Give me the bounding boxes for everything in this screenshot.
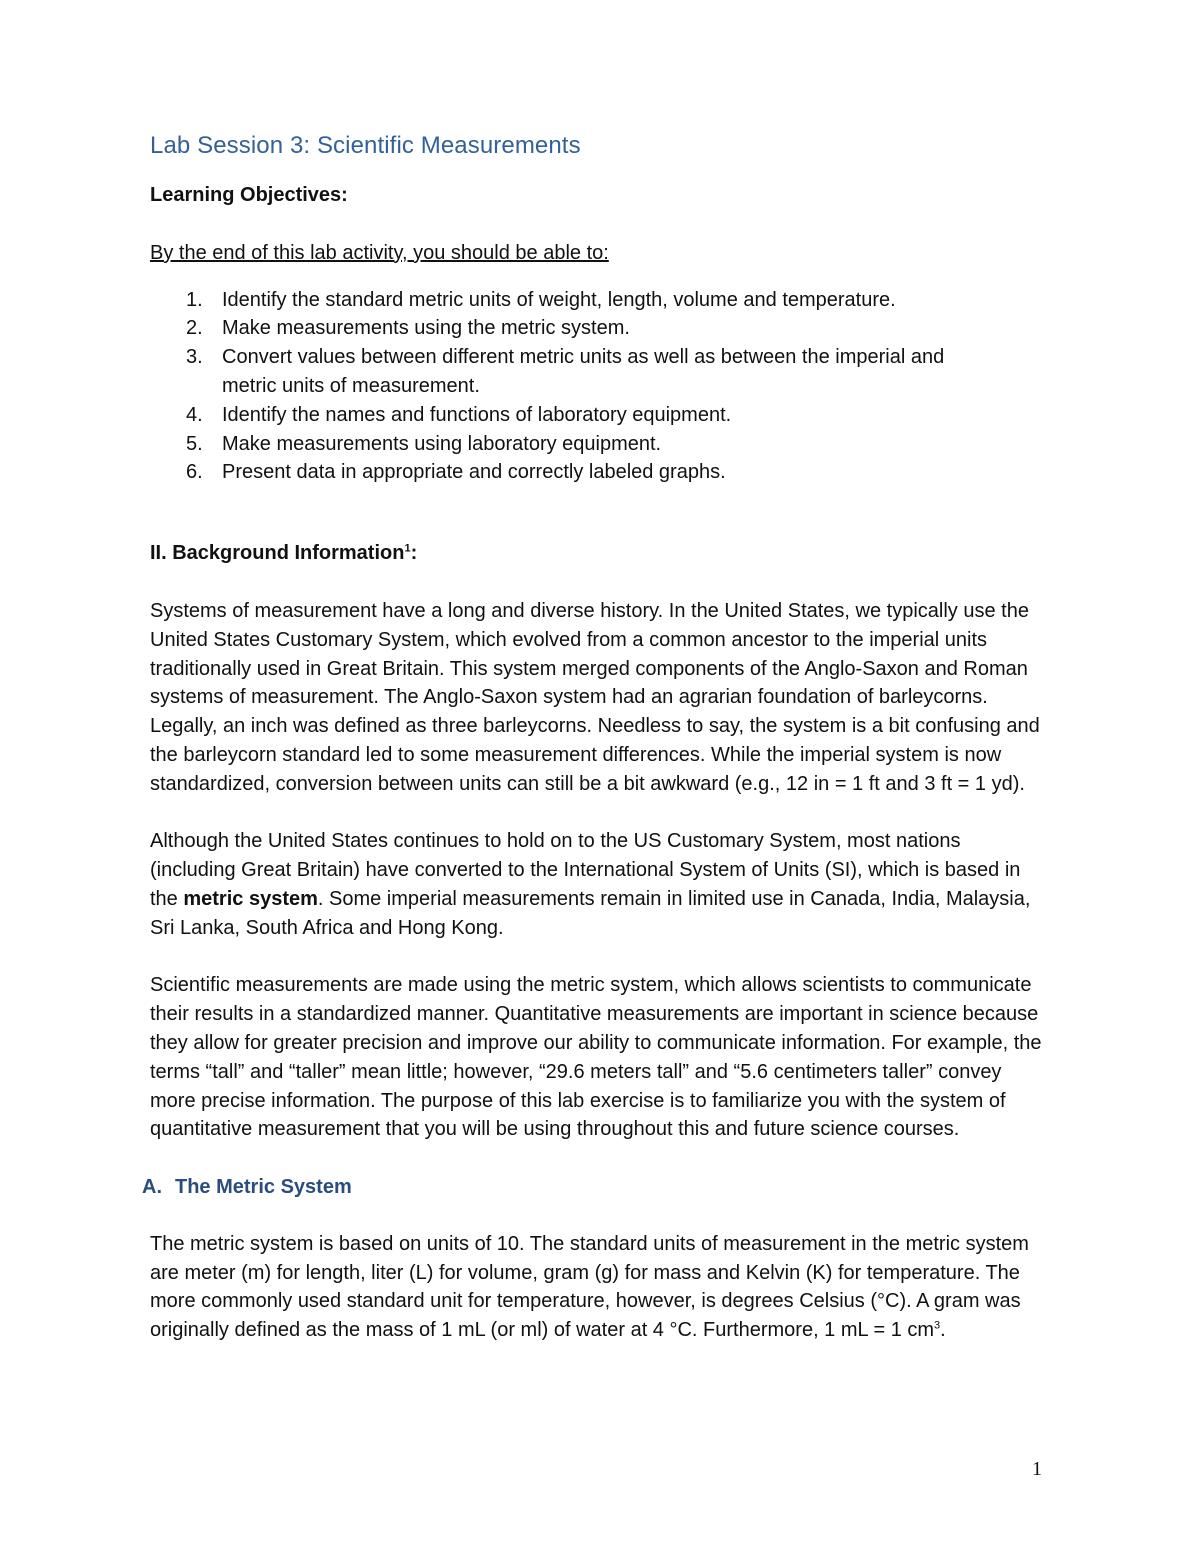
metric-system-paragraph: The metric system is based on units of 10. The standard units of measurement in the metric system are meter (m) for length, liter (L) for volume, gram (g) for mass and Kelvin (K) for temperature. The more commonly used standard unit for temperature, however, is degrees Celsius (°C). A gram was originally defined as the mass of 1 mL (or ml) of water at 4 °C. Furthermore, 1 mL = 1 $cm^3$. [150, 1232, 1029, 1342]
metric-system-term: metric system [183, 887, 318, 910]
background-paragraph-1: Systems of measurement have a long and diverse history. In the United States, we typically use the United States Customary System, which evolved from a common ancestor to the imperial units traditionally used in Great Britain. This system merged components of the Anglo-Saxon and Roman systems of measurement. The Anglo-Saxon system had an agrarian foundation of barleycorns. Legally, an inch was defined as three barleycorns. Needless to say, the system is a bit confusing and the barleycorn standard led to some measurement differences. While the imperial system is now standardized, conversion between units can still be a bit awkward (e.g., 12 in = 1 ft and 3 ft = 1 yd). [150, 599, 1040, 795]
document-page [142, 128, 1050, 1374]
list-item: 1. Identify the standard metric units of weight, length, volume and temperature. [186, 288, 896, 311]
objectives-intro: By the end of this lab activity, you should be able to: [150, 241, 609, 264]
list-item: 5. Make measurements using laboratory equipment. [186, 432, 662, 455]
footnote-marker: 1 [404, 542, 411, 555]
background-heading: II. Background Information$^1$: [150, 542, 418, 565]
page-number: 1 [1032, 1458, 1042, 1480]
learning-objectives-label: Learning Objectives: [150, 184, 348, 206]
section-heading-metric-system: A. The Metric System [142, 1175, 352, 1198]
list-item: 3. Convert values between different metric units as well as between the imperial and metric units of measurement. [186, 346, 945, 397]
list-item: 6. Present data in appropriate and correctly labeled graphs. [186, 461, 726, 484]
list-item: 2. Make measurements using the metric system. [186, 317, 630, 340]
objectives-list [150, 286, 1050, 488]
background-paragraph-3: Scientific measurements are made using the metric system, which allows scientists to communicate their results in a standardized manner. Quantitative measurements are important in science because they allow for greater precision and improve our ability to communicate information. For example, the terms “tall” and “taller” mean little; however, “29.6 meters tall” and “5.6 centimeters taller” convey more precise information. The purpose of this lab exercise is to familiarize you with the system of quantitative measurement that you will be using throughout this and future science courses. [150, 974, 1042, 1141]
background-paragraph-2: Although the United States continues to hold on to the US Customary System, most nations (including Great Britain) have converted to the International System of Units (SI), which is based in the metric system. Some imperial measurements remain in limited use in Canada, India, Malaysia, Sri Lanka, South Africa and Hong Kong. [150, 830, 1031, 939]
document-title: Lab Session 3: Scientific Measurements [150, 132, 581, 159]
list-item: 4. Identify the names and functions of laboratory equipment. [186, 403, 732, 426]
